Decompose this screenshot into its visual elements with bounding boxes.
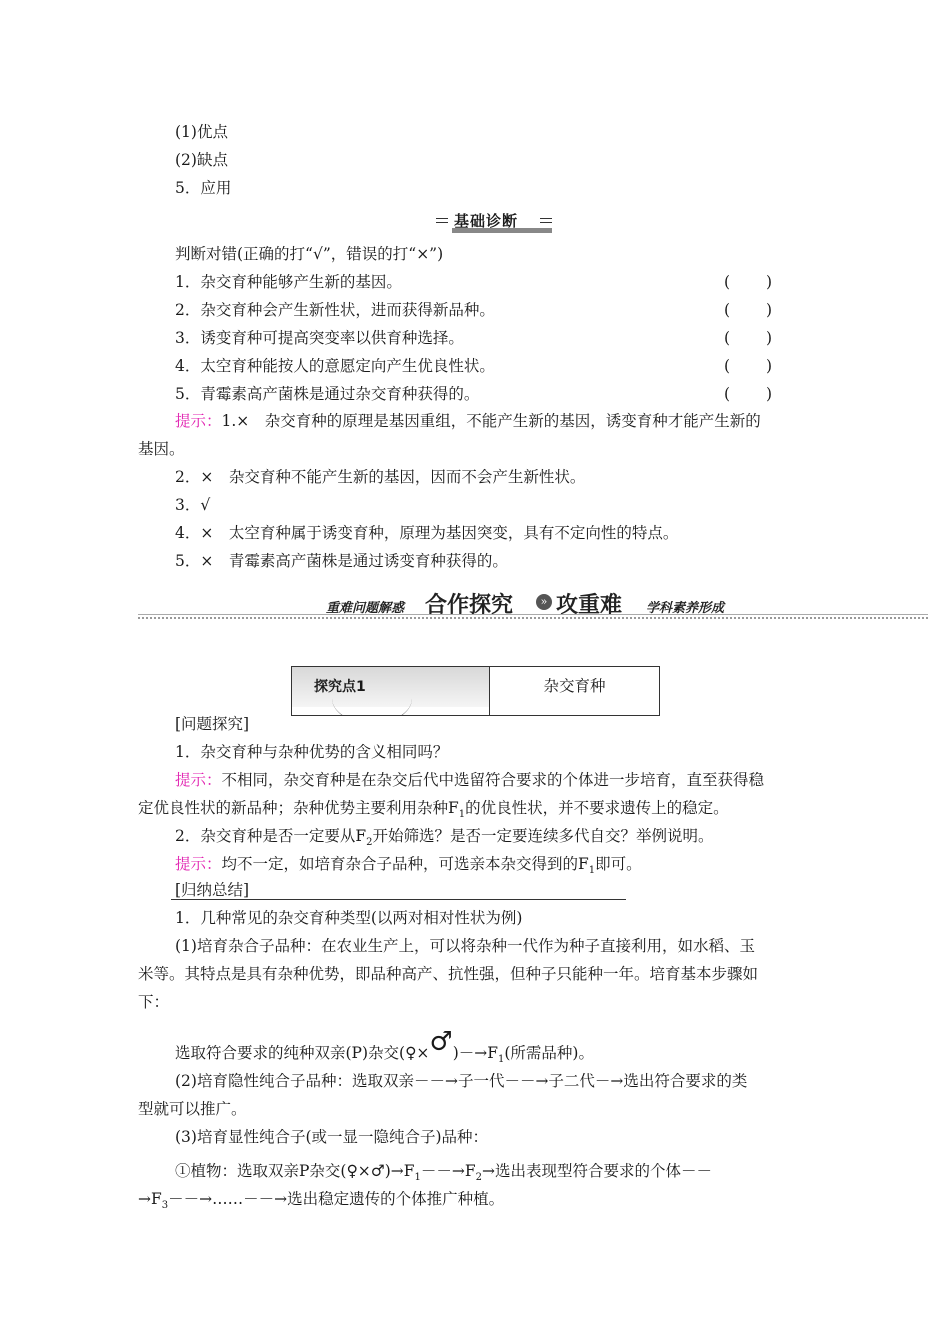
answer-blank: ( ) (724, 385, 772, 403)
hint-line: 提示：1.× 杂交育种的原理是基因重组，不能产生新的基因，诱变育种才能产生新的 (175, 412, 761, 430)
judge-item: 5．青霉素高产菌株是通过杂交育种获得的。 (175, 385, 480, 403)
judge-item: 3．诱变育种可提高突变率以供育种选择。 (175, 329, 464, 347)
hint-line: 2．× 杂交育种不能产生新的基因，因而不会产生新性状。 (175, 468, 586, 486)
summary-line: 型就可以推广。 (138, 1100, 247, 1118)
summary-line: 1．几种常见的杂交育种类型(以两对相对性状为例) (175, 909, 523, 927)
judge-item: 1．杂交育种能够产生新的基因。 (175, 273, 402, 291)
summary-line: (3)培育显性纯合子(或一显一隐纯合子)品种： (175, 1128, 489, 1146)
judge-intro: 判断对错(正确的打“√”，错误的打“×”) (175, 245, 444, 263)
judge-item: 2．杂交育种会产生新性状，进而获得新品种。 (175, 301, 495, 319)
subheading: [问题探究] (175, 715, 250, 733)
text-line: 5．应用 (175, 179, 232, 197)
summary-line: 米等。其特点是具有杂种优势，即品种高产、抗性强，但种子只能种一年。培育基本步骤如 (138, 965, 759, 983)
summary-line: 下： (138, 993, 170, 1011)
probe-title: 杂交育种 (543, 677, 606, 695)
answer-line: 提示：不相同，杂交育种是在杂交后代中选留符合要求的个体进一步培育，直至获得稳 (175, 771, 765, 789)
banner-title: 基础诊断 (454, 212, 519, 230)
hint-label: 提示： (175, 412, 222, 430)
divider (138, 614, 928, 615)
summary-line: (1)培育杂合子品种：在农业生产上，可以将杂种一代作为种子直接利用，如水稻、玉 (175, 937, 755, 955)
probe-label: 探究点1 (314, 679, 366, 695)
probe-point-box (291, 666, 660, 716)
summary-line: $\to F_3--\to\dots\dots--\to$选出稳定遗传的个体推广种植。 (138, 1190, 505, 1212)
hint-line: 5．× 青霉素高产菌株是通过诱变育种获得的。 (175, 552, 508, 570)
answer-line: 定优良性状的新品种；杂种优势主要利用杂种$F_1$的优良性状，并不要求遗传上的稳定。 (138, 799, 729, 821)
hint-line: 基因。 (138, 440, 185, 458)
arrow-icon: » (536, 594, 552, 610)
section-banner-basic-diagnosis (436, 210, 552, 232)
section-header-cooperative-inquiry: 重难问题解惑 合作探究 » 攻重难 学科素养形成 (326, 593, 725, 618)
summary-line: (2)培育隐性纯合子品种：选取双亲－－→子一代－－→子二代－→选出符合要求的类 (175, 1072, 748, 1090)
text-line: (1)优点 (175, 123, 228, 141)
question-line: 2．杂交育种是否一定要从$F_2$开始筛选？是否一定要连续多代自交？举例说明。 (175, 827, 714, 849)
divider (138, 617, 928, 619)
question-line: 1．杂交育种与杂种优势的含义相同吗？ (175, 743, 449, 761)
male-symbol-icon: ♂ (429, 1027, 453, 1057)
hint-line: 4．× 太空育种属于诱变育种，原理为基因突变，具有不定向性的特点。 (175, 524, 679, 542)
summary-line: 选取符合要求的纯种双亲(P)杂交$(♀\times♂)-\to F_1$(所需品种)。 (175, 1027, 594, 1066)
subheading: [归纳总结] (175, 881, 250, 899)
summary-line: ①植物：选取双亲P杂交$(♀\times♂)\to F_1--\to F_2\to$选出表现型符合要求的个体－－ (175, 1162, 712, 1184)
answer-blank: ( ) (724, 301, 772, 319)
judge-item: 4．太空育种能按人的意愿定向产生优良性状。 (175, 357, 495, 375)
answer-blank: ( ) (724, 273, 772, 291)
text-line: (2)缺点 (175, 151, 228, 169)
answer-blank: ( ) (724, 329, 772, 347)
underline (171, 899, 626, 900)
hint-line: 3．√ (175, 496, 211, 514)
answer-line: 提示：均不一定，如培育杂合子品种，可选亲本杂交得到的$F_1$即可。 (175, 855, 642, 877)
answer-blank: ( ) (724, 357, 772, 375)
